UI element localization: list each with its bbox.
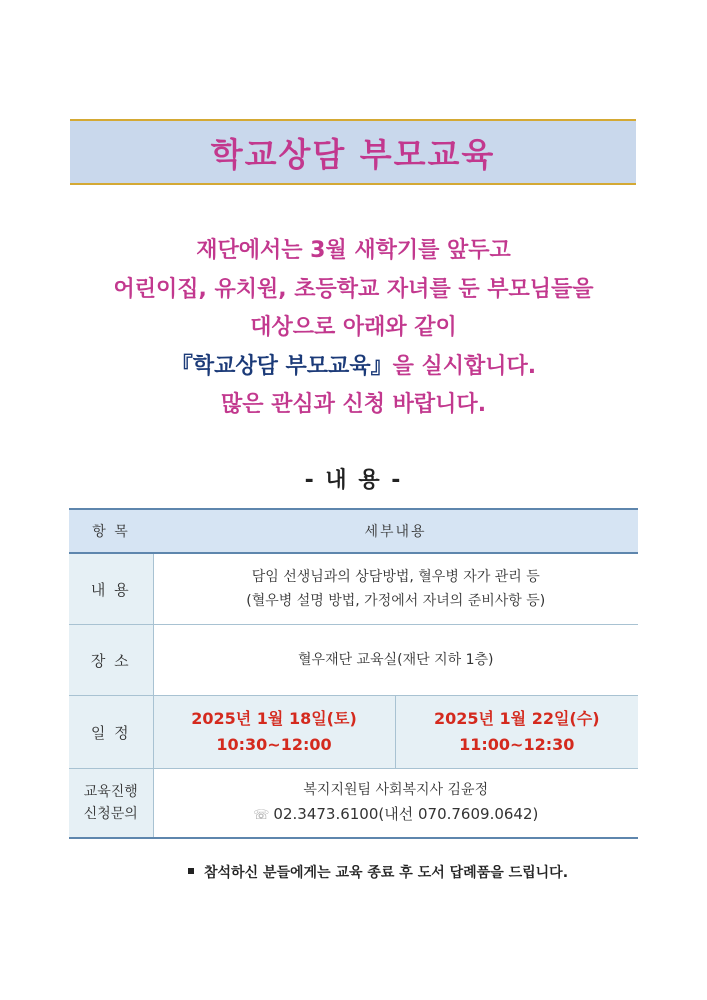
contact-label-line-1: 교육진행 (83, 784, 138, 800)
section-heading: - 내 용 - (304, 468, 403, 493)
contact-person: 복지지원팀 사회복지사 김윤정 (303, 782, 489, 798)
table-row-schedule (69, 696, 638, 769)
session-2-date: 2025년 1월 22일(수) (433, 709, 600, 728)
contact-label (69, 769, 153, 839)
schedule-label: 일 정 (69, 696, 153, 769)
session-1-time: 10:30~12:00 (216, 735, 332, 754)
table-row-contact (69, 769, 638, 839)
phone-icon: ☏ (253, 808, 270, 823)
content-detail (153, 553, 638, 625)
intro-program-name: 『학교상담 부모교육』 (170, 353, 393, 379)
content-line-2: (혈우병 설명 방법, 가정에서 자녀의 준비사항 등) (246, 593, 546, 609)
page-title: 학교상담 부모교육 (210, 134, 496, 174)
table-header-row (69, 509, 638, 553)
intro-line-2: 어린이집, 유치원, 초등학교 자녀를 둔 부모님들을 (113, 276, 594, 302)
place-label: 장 소 (69, 625, 153, 696)
program-info-table (69, 508, 638, 839)
session-1-date: 2025년 1월 18일(토) (191, 709, 357, 728)
header-detail: 세부내용 (153, 509, 638, 553)
footnote (188, 862, 648, 882)
contact-phone-line (154, 802, 639, 828)
contact-detail (153, 769, 638, 839)
title-banner (70, 119, 636, 185)
contact-label-line-2: 신청문의 (83, 806, 138, 822)
footnote-text: 참석하신 분들에게는 교육 종료 후 도서 답례품을 드립니다. (204, 865, 569, 881)
intro-line-4-rest: 을 실시합니다. (392, 353, 537, 379)
session-2-time: 11:00~12:30 (459, 735, 575, 754)
schedule-session-2 (395, 696, 638, 769)
square-bullet-icon (188, 868, 194, 874)
table-row-place (69, 625, 638, 696)
intro-line-4 (40, 348, 667, 387)
contact-phone: 02.3473.6100(내선 070.7609.0642) (273, 805, 539, 823)
intro-paragraph (40, 232, 667, 425)
intro-line-1: 재단에서는 3월 새학기를 앞두고 (196, 238, 511, 263)
content-line-1: 담임 선생님과의 상담방법, 혈우병 자가 관리 등 (251, 569, 540, 585)
schedule-session-1 (153, 696, 395, 769)
intro-line-5: 많은 관심과 신청 바랍니다. (220, 392, 487, 417)
intro-line-3: 대상으로 아래와 같이 (250, 315, 457, 340)
table-row-content (69, 553, 638, 625)
header-item: 항 목 (69, 509, 153, 553)
content-label: 내 용 (69, 553, 153, 625)
place-value: 혈우재단 교육실(재단 지하 1층) (153, 625, 638, 696)
